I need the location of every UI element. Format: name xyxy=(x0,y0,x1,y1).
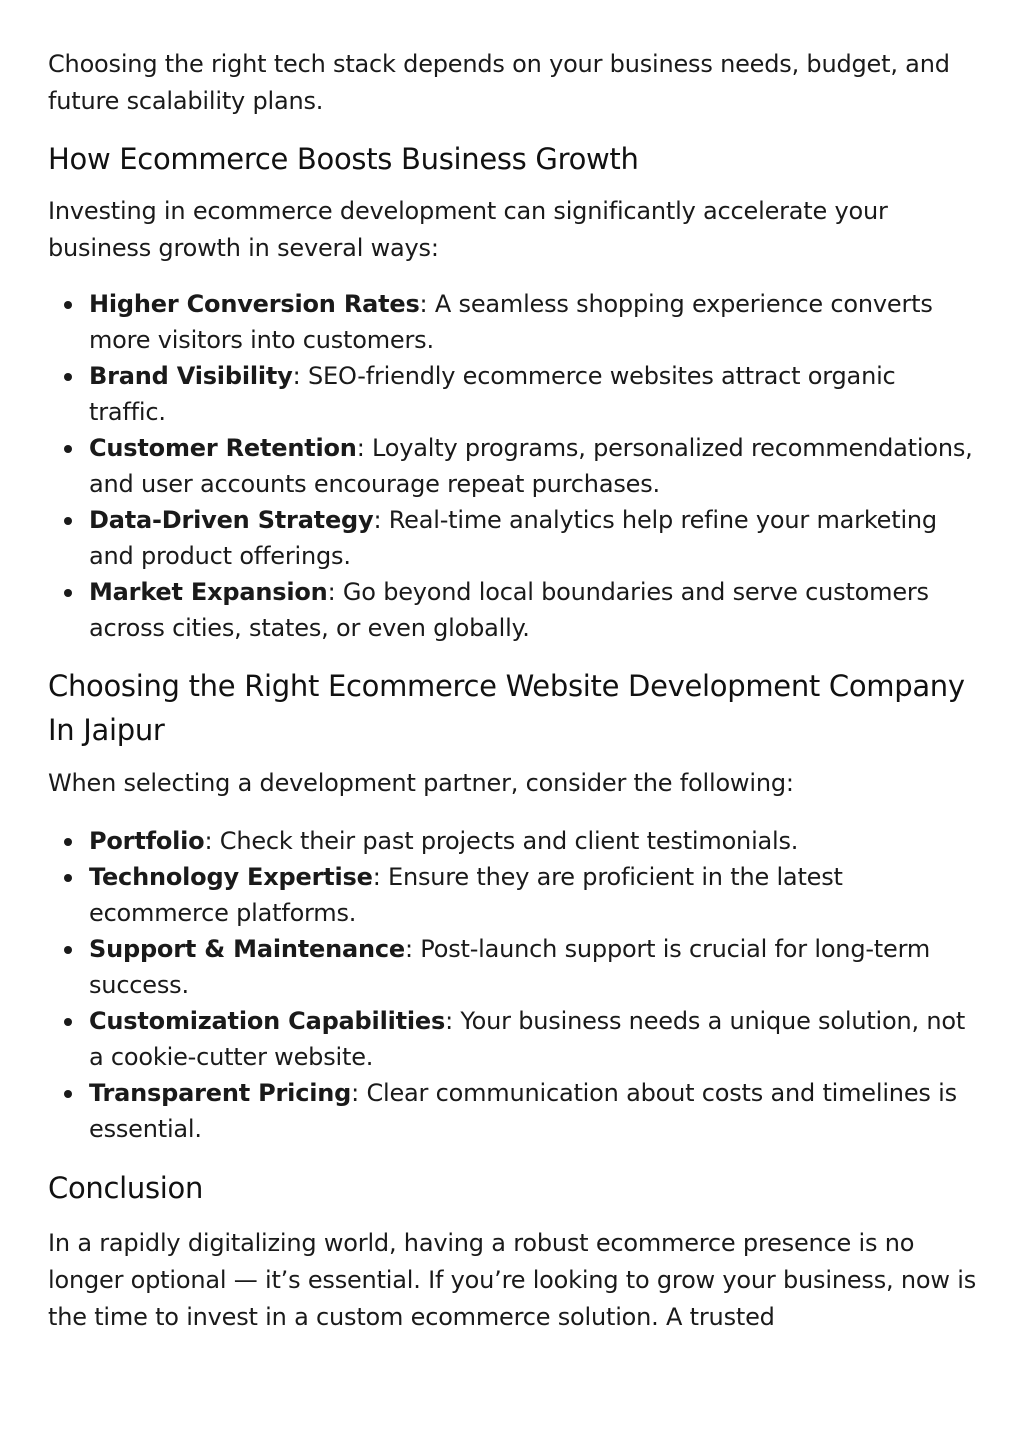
list-item-term: Technology Expertise xyxy=(89,863,373,891)
list-item xyxy=(89,931,976,1003)
list-item-text: : Your business needs a unique solution, not a cookie-cutter website. xyxy=(89,1007,966,1071)
list-item xyxy=(89,1003,976,1075)
list-item xyxy=(89,286,976,358)
list-item-text: : Go beyond local boundaries and serve customers across cities, states, or even globally. xyxy=(89,578,929,642)
list-item xyxy=(89,430,976,502)
list-item-term: Customer Retention xyxy=(89,434,357,462)
list-item xyxy=(89,823,976,859)
list-item-text: : Post-launch support is crucial for long-term success. xyxy=(89,935,931,999)
list-item-term: Higher Conversion Rates xyxy=(89,290,420,318)
list-item xyxy=(89,859,976,931)
list-item-term: Brand Visibility xyxy=(89,362,293,390)
growth-paragraph: Investing in ecommerce development can significantly accelerate your business growth in several ways: xyxy=(48,197,888,262)
list-item-text: : SEO-friendly ecommerce websites attract organic traffic. xyxy=(89,362,896,426)
intro-paragraph: Choosing the right tech stack depends on your business needs, budget, and future scalability plans. xyxy=(48,50,950,115)
list-item-term: Customization Capabilities xyxy=(89,1007,446,1035)
list-item-text: : A seamless shopping experience converts more visitors into customers. xyxy=(89,290,933,354)
list-item-term: Transparent Pricing xyxy=(89,1079,352,1107)
growth-benefits-list xyxy=(48,286,976,646)
list-item-text: : Check their past projects and client testimonials. xyxy=(204,827,799,855)
choosing-paragraph: When selecting a development partner, consider the following: xyxy=(48,769,794,797)
partner-criteria-list xyxy=(48,823,976,1147)
conclusion-paragraph: In a rapidly digitalizing world, having a robust ecommerce presence is no longer optional — it’s essential. If you’re looking to grow your business, now is the time to invest in a custom ecommerce solution. A trusted xyxy=(48,1229,976,1331)
list-item-term: Portfolio xyxy=(89,827,205,855)
list-item xyxy=(89,502,976,574)
conclusion-heading: Conclusion xyxy=(48,1171,204,1205)
list-item-text: : Loyalty programs, personalized recommendations, and user accounts encourage repeat purchases. xyxy=(89,434,973,498)
list-item-text: : Ensure they are proficient in the latest ecommerce platforms. xyxy=(89,863,843,927)
list-item-term: Market Expansion xyxy=(89,578,328,606)
list-item xyxy=(89,574,976,646)
list-item-text: : Real-time analytics help refine your marketing and product offerings. xyxy=(89,506,937,570)
list-item-term: Data-Driven Strategy xyxy=(89,506,374,534)
growth-heading: How Ecommerce Boosts Business Growth xyxy=(48,142,639,176)
list-item-text: : Clear communication about costs and timelines is essential. xyxy=(89,1079,957,1143)
list-item xyxy=(89,1075,976,1147)
list-item-term: Support & Maintenance xyxy=(89,935,405,963)
choosing-heading: Choosing the Right Ecommerce Website Development Company In Jaipur xyxy=(48,669,965,747)
list-item xyxy=(89,358,976,430)
